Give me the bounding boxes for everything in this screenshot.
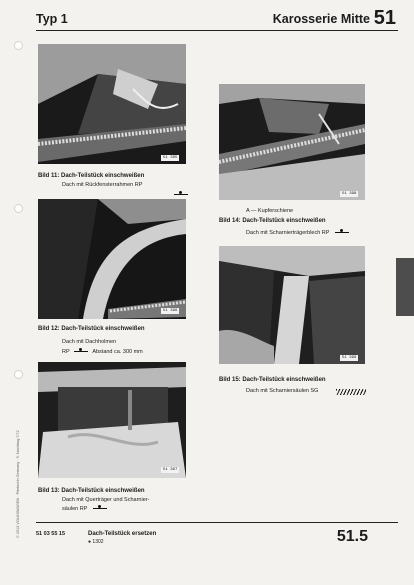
figure-13-line-2: säulen RP [62,506,107,512]
figure-15-photo [219,246,365,364]
footer-page-number: 51.5 [336,528,368,545]
figure-13-tag: 51 397 [163,468,178,472]
header-section-number: 51 [373,7,396,29]
figure-12-line-2: RP Abstand ca. 300 mm [62,349,143,355]
header-rule [36,30,398,31]
figure-15-line-1: Dach mit Scharniersäulen SG [246,388,319,394]
section-tab-marker [396,258,414,316]
figure-11-photo [38,44,186,164]
footer-subtitle: ● 1302 [88,539,104,545]
figure-15-title: Bild 15: Dach-Teilstück einschweißen [219,377,326,383]
footer-title: Dach-Teilstück ersetzen [88,531,157,537]
figure-11-tag: 51 395 [163,156,178,160]
figure-12-line-1: Dach mit Dachholmen [62,339,117,345]
figure-14-line-1: Dach mit Scharnierträgerblech RP [246,230,349,236]
figure-15-tag: 51 399 [342,356,357,360]
weld-spot-symbol [174,194,188,195]
binder-hole-bottom [14,370,23,379]
figure-11-title: Bild 11: Dach-Teilstück einschweißen [38,173,145,179]
figure-12-title: Bild 12: Dach-Teilstück einschweißen [38,326,145,332]
header-right-title: Karosserie Mitte [272,12,370,26]
figure-13-photo [38,362,186,478]
binder-hole-top [14,41,23,50]
seam-weld-symbol [336,389,366,395]
figure-12-photo [38,199,186,319]
margin-print-note: © 2013 VOLKSWAGEN · Printed in Germany · 9. Nachtrag 7/72 [16,430,20,538]
figure-14-title: Bild 14: Dach-Teilstück einschweißen [219,218,326,224]
header-left-title: Typ 1 [36,12,68,26]
footer-rule [36,522,398,523]
figure-14-photo [219,84,365,200]
figure-14-legend: A — Kupferschiene [246,208,294,214]
figure-13-title: Bild 13: Dach-Teilstück einschweißen [38,488,145,494]
figure-12-tag: 51 396 [163,309,178,313]
footer-code: 51 03 55 15 [36,531,66,537]
figure-14-tag: 51 398 [342,192,357,196]
binder-hole-middle [14,204,23,213]
figure-11-line-1: Dach mit Rückfensterrahmen RP [62,182,143,188]
figure-13-line-1: Dach mit Querträger und Scharnier- [62,497,150,503]
